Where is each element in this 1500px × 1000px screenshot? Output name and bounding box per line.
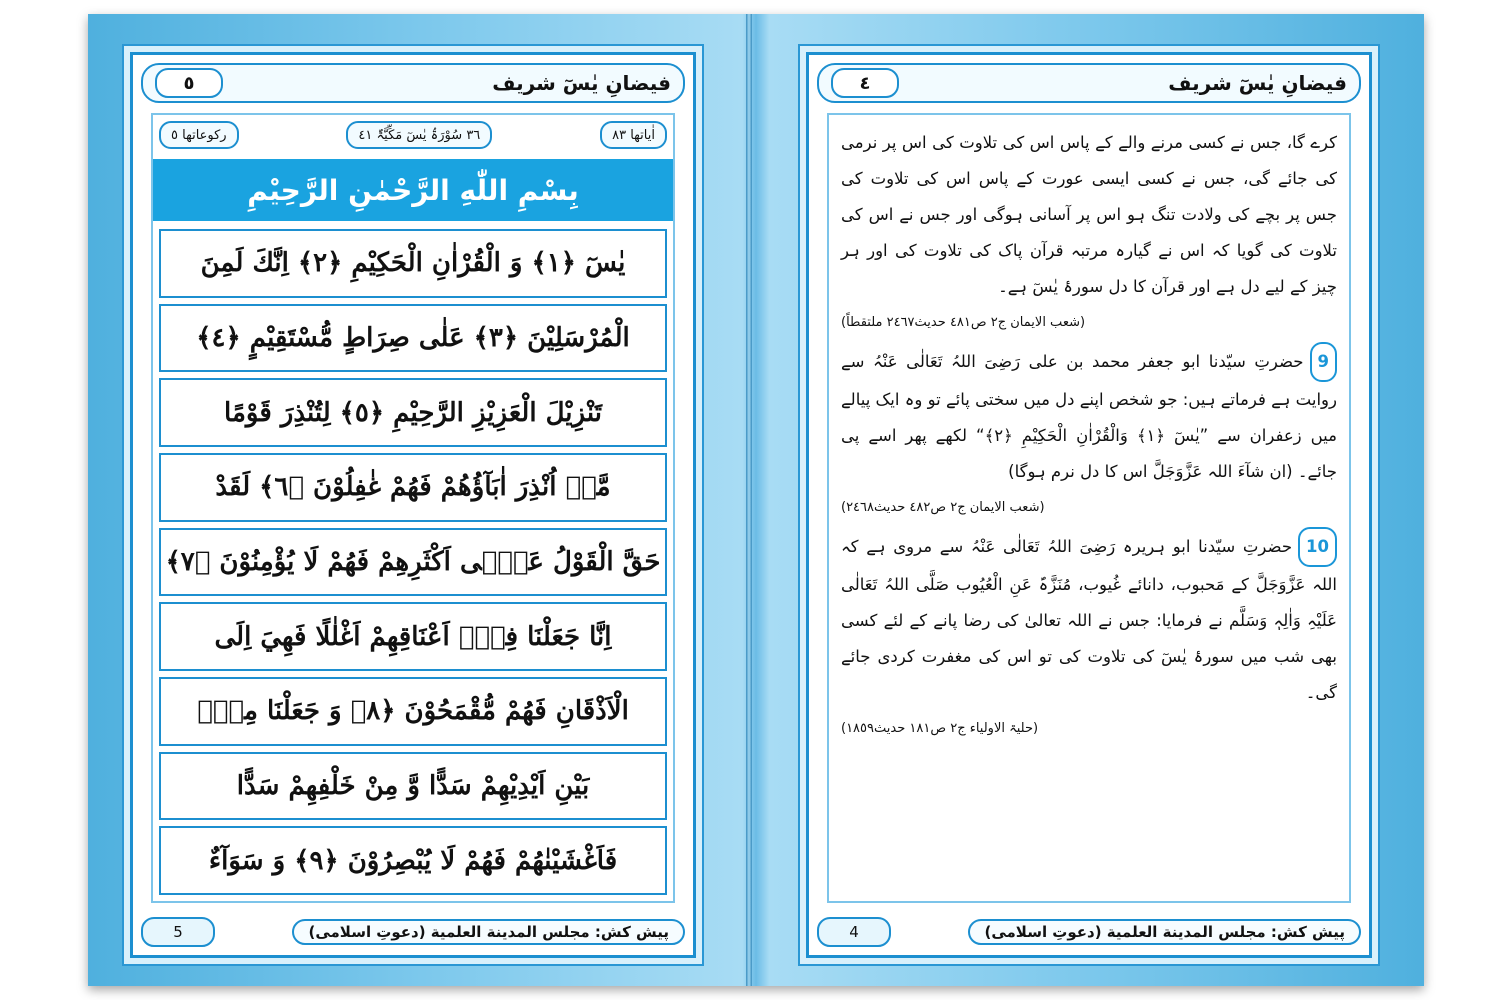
- verse-line: يٰسٓ ﴿١﴾ وَ الْقُرْاٰنِ الْحَكِيْمِ ﴿٢﴾ اِنَّكَ لَمِنَ: [159, 229, 667, 298]
- ruku-count: رکوعاتھا ٥: [159, 121, 239, 149]
- right-page-frame: [827, 113, 1351, 903]
- left-page-title: فیضانِ یٰسٓ شریف: [492, 71, 671, 95]
- right-page-footer: [817, 915, 1361, 949]
- hadith-number-badge: 9: [1310, 342, 1337, 382]
- book-spine: [746, 14, 752, 986]
- verse-line: فَاَغْشَيْنٰهُمْ فَهُمْ لَا يُبْصِرُوْنَ ﴿٩﴾ وَ سَوَآءٌ: [159, 826, 667, 895]
- paragraph-1: کرے گا، جس نے کسی مرنے والے کے پاس اس کی تلاوت کی اس پر نرمی کی جائے گی، جس نے کسی ایسی عورت کے پاس اس کی تلاوت کی جس پر بچے کی ولادت تنگ ہو اس پر آسانی ہوگی اور جس نے اس کی تلاوت کی گویا کہ اس نے گیارہ مرتبہ قرآن پاک کی تلاوت کی اور ہر چیز کے لیے دل ہے اور قرآن کا دل سورۂ یٰسٓ ہے۔: [841, 133, 1337, 296]
- paragraph-2: [841, 342, 1337, 490]
- paragraph-3-text: حضرتِ سیّدنا ابو ہریرہ رَضِیَ اللہُ تَعَالٰی عَنْہُ سے مروی ہے کہ اللہ عَزَّوَجَلَّ کے مَحبوب، دانائے غُیوب، مُنَزَّہٌ عَنِ الْعُیُوب صَلَّی اللہُ تَعَالٰی عَلَیْہِ وَاٰلِہٖ وَسَلَّم نے فرمایا: جس نے اللہ تعالیٰ کی رضا پانے کے لئے کسی بھی شب میں سورۂ یٰسٓ کی تلاوت کی تو اس کی مغفرت کردی جائے گی۔: [841, 537, 1337, 702]
- paragraph-2-text: حضرتِ سیّدنا ابو جعفر محمد بن علی رَضِیَ اللہُ تَعَالٰی عَنْہُ سے روایت ہے فرماتے ہیں: جو شخص اپنے دل میں سختی پائے تو وہ ایک پیالے میں زعفران سے ”یٰسٓ ﴿١﴾ وَالْقُرْاٰنِ الْحَكِيْمِ ﴿٢﴾“ لکھے پھر اسے پی جائے۔ (ان شآءَ اللہ عَزَّوَجَلَّ اس کا دل نرم ہوگا): [841, 352, 1337, 481]
- verse-line: تَنْزِيْلَ الْعَزِيْزِ الرَّحِيْمِ ﴿٥﴾ لِتُنْذِرَ قَوْمًا: [159, 378, 667, 447]
- left-page-frame: [151, 113, 675, 903]
- left-page-footer: [141, 915, 685, 949]
- left-page-header: [141, 63, 685, 103]
- surah-info-bar: [159, 121, 667, 149]
- verse-line: حَقَّ الْقَوْلُ عَلٰۤى اَكْثَرِهِمْ فَهُمْ لَا يُؤْمِنُوْنَ ﴿٧﴾: [159, 528, 667, 597]
- surah-name: ٣٦ سُوْرَۃُ یٰسٓ مَکِّیَّۃٌ ٤١: [346, 121, 492, 149]
- verse-line: الْمُرْسَلِيْنَ ﴿٣﴾ عَلٰى صِرَاطٍ مُّسْتَقِيْمٍ ﴿٤﴾: [159, 304, 667, 373]
- left-page: [130, 52, 696, 958]
- verse-line: الْاَذْقَانِ فَهُمْ مُّقْمَحُوْنَ ﴿٨﴾ وَ جَعَلْنَا مِنْۢ: [159, 677, 667, 746]
- right-page-number: ٤: [831, 68, 899, 98]
- verse-line: مَّاۤ اُنْذِرَ اٰبَآؤُهُمْ فَهُمْ غٰفِلُوْنَ ﴿٦﴾ لَقَدْ: [159, 453, 667, 522]
- right-page-header: [817, 63, 1361, 103]
- paragraph-3: [841, 527, 1337, 711]
- reference-3: (حلیۃ الاولیاء ج٢ ص١٨١ حدیث١٨٥٩): [841, 721, 1039, 736]
- left-page-number: ٥: [155, 68, 223, 98]
- verse-line: اِنَّا جَعَلْنَا فِيْۤ اَعْنَاقِهِمْ اَغْلٰلًا فَهِيَ اِلَى: [159, 602, 667, 671]
- verse-line: بَيْنِ اَيْدِيْهِمْ سَدًّا وَّ مِنْ خَلْفِهِمْ سَدًّا: [159, 752, 667, 821]
- right-page: [806, 52, 1372, 958]
- verse-list: [159, 229, 667, 895]
- right-footer-page-number: 4: [817, 917, 891, 947]
- hadith-number-badge: 10: [1298, 527, 1337, 567]
- reference-2: (شعب الایمان ج٢ ص٤٨٢ حدیث٢٤٦٨): [841, 500, 1045, 515]
- left-footer-page-number: 5: [141, 917, 215, 947]
- right-page-content: [841, 125, 1337, 891]
- right-footer-publisher: پیش کش: مجلس المدينة العلمية (دعوتِ اسلامی): [968, 919, 1361, 945]
- left-footer-publisher: پیش کش: مجلس المدينة العلمية (دعوتِ اسلامی): [292, 919, 685, 945]
- ayat-count: اٰیاتھا ٨٣: [600, 121, 667, 149]
- right-page-title: فیضانِ یٰسٓ شریف: [1168, 71, 1347, 95]
- reference-1: (شعب الایمان ج٢ ص٤٨١ حدیث٢٤٦٧ ملتقطاً): [841, 315, 1086, 330]
- bismillah-banner: بِسْمِ اللّٰهِ الرَّحْمٰنِ الرَّحِيْمِ: [153, 159, 673, 221]
